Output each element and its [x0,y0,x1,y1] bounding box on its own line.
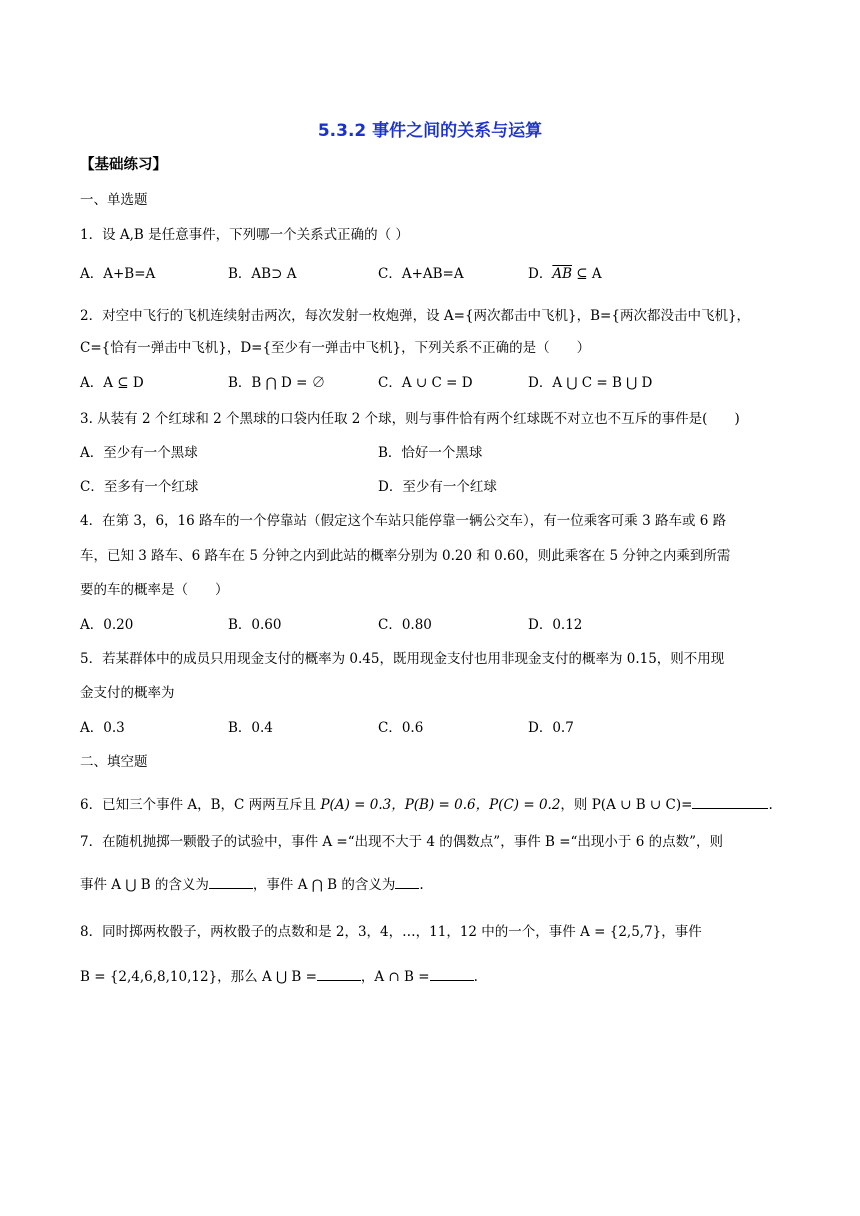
q6-blank [692,794,768,809]
q8-blank-2 [430,966,474,981]
question-8-line-1: 8．同时掷两枚骰子，两枚骰子的点数和是 2，3，4，…，11，12 中的一个，事件 A = {2,5,7}，事件 [80,924,702,940]
q3-option-b: B．恰好一个黑球 [378,445,483,461]
q1-option-d-expr: $\overline{AB}$ [552,266,572,282]
q5-option-d: D．0.7 [528,720,574,736]
q3-option-d: D．至少有一个红球 [378,479,497,495]
q4-option-a: A．0.20 [80,617,134,633]
q2-option-d: D．A ⋃ C = B ⋃ D [528,375,653,391]
q3-option-a: A．至少有一个黑球 [80,445,198,461]
q2-option-a: A．A ⊆ D [80,375,144,391]
page-title: 5.3.2 事件之间的关系与运算 [317,121,543,141]
question-6: 6．已知三个事件 A，B，C 两两互斥且 P(A) = 0.3，P(B) = 0.6，P(C) = 0.2，则 P(A ∪ B ∪ C)= . [80,794,786,815]
q8-blank-1 [317,966,361,981]
q3-option-c: C．至多有一个红球 [80,479,199,495]
q2-option-b: B．B ⋂ D = ∅ [228,375,326,391]
q1-option-d: D．$\overline{AB}$ ⊆ A [528,266,602,282]
question-8-line-2: B = {2,4,6,8,10,12}，那么 A ⋃ B = ，A ∩ B = . [80,966,786,987]
q5-option-b: B．0.4 [228,720,273,736]
q4-option-b: B．0.60 [228,617,282,633]
q5-option-c: C．0.6 [378,720,424,736]
q5-option-a: A．0.3 [80,720,125,736]
question-5-line-2: 金支付的概率为 [80,685,175,701]
q6-math: P(A) = 0.3，P(B) = 0.6，P(C) = 0.2 [320,797,561,813]
question-4-line-3: 要的车的概率是（ ） [80,582,229,598]
question-2-options [80,373,786,393]
question-3-stem: 3. 从装有 2 个红球和 2 个黑球的口袋内任取 2 个球，则与事件恰有两个红球既不对立也不互斥的事件是( ) [80,411,740,427]
question-3-options-row-2 [80,477,786,497]
section-heading: 【基础练习】 [80,157,167,173]
question-4-line-2: 车，已知 3 路车、6 路车在 5 分钟之内到此站的概率分别为 0.20 和 0.60，则此乘客在 5 分钟之内乘到所需 [80,548,731,564]
question-7-line-1: 7．在随机抛掷一颗骰子的试验中，事件 A =“出现不大于 4 的偶数点”，事件 B =“出现小于 6 的点数”，则 [80,834,723,850]
q7-blank-1 [209,874,253,889]
q4-option-c: C．0.80 [378,617,432,633]
question-5-options [80,718,786,738]
question-2-line-2: C={恰有一弹击中飞机}，D={至少有一弹击中飞机}，下列关系不正确的是（ ） [80,340,591,356]
part-fill-in: 二、填空题 [80,754,148,770]
q1-option-a: A．A+B=A [80,266,156,282]
question-3-options-row-1 [80,443,786,463]
q1-option-b: B．AB⊃ A [228,266,297,282]
question-4-options [80,615,786,635]
part-single-choice: 一、单选题 [80,192,148,208]
q7-blank-2 [395,874,419,889]
question-5-line-1: 5．若某群体中的成员只用现金支付的概率为 0.45，既用现金支付也用非现金支付的概率为 0.15，则不用现 [80,651,725,667]
q2-option-c: C．A ∪ C = D [378,375,473,391]
question-2-line-1: 2．对空中飞行的飞机连续射击两次，每次发射一枚炮弹，设 A={两次都击中飞机}，B={两次都没击中飞机}， [80,308,751,324]
question-1-stem: 1．设 A,B 是任意事件，下列哪一个关系式正确的（ ） [80,227,409,243]
q4-option-d: D．0.12 [528,617,583,633]
question-7-line-2: 事件 A ⋃ B 的含义为 ，事件 A ⋂ B 的含义为 . [80,874,786,895]
q1-option-c: C．A+AB=A [378,266,464,282]
question-1-options [80,264,786,284]
question-4-line-1: 4．在第 3，6，16 路车的一个停靠站（假定这个车站只能停靠一辆公交车），有一位乘客可乘 3 路车或 6 路 [80,513,727,529]
